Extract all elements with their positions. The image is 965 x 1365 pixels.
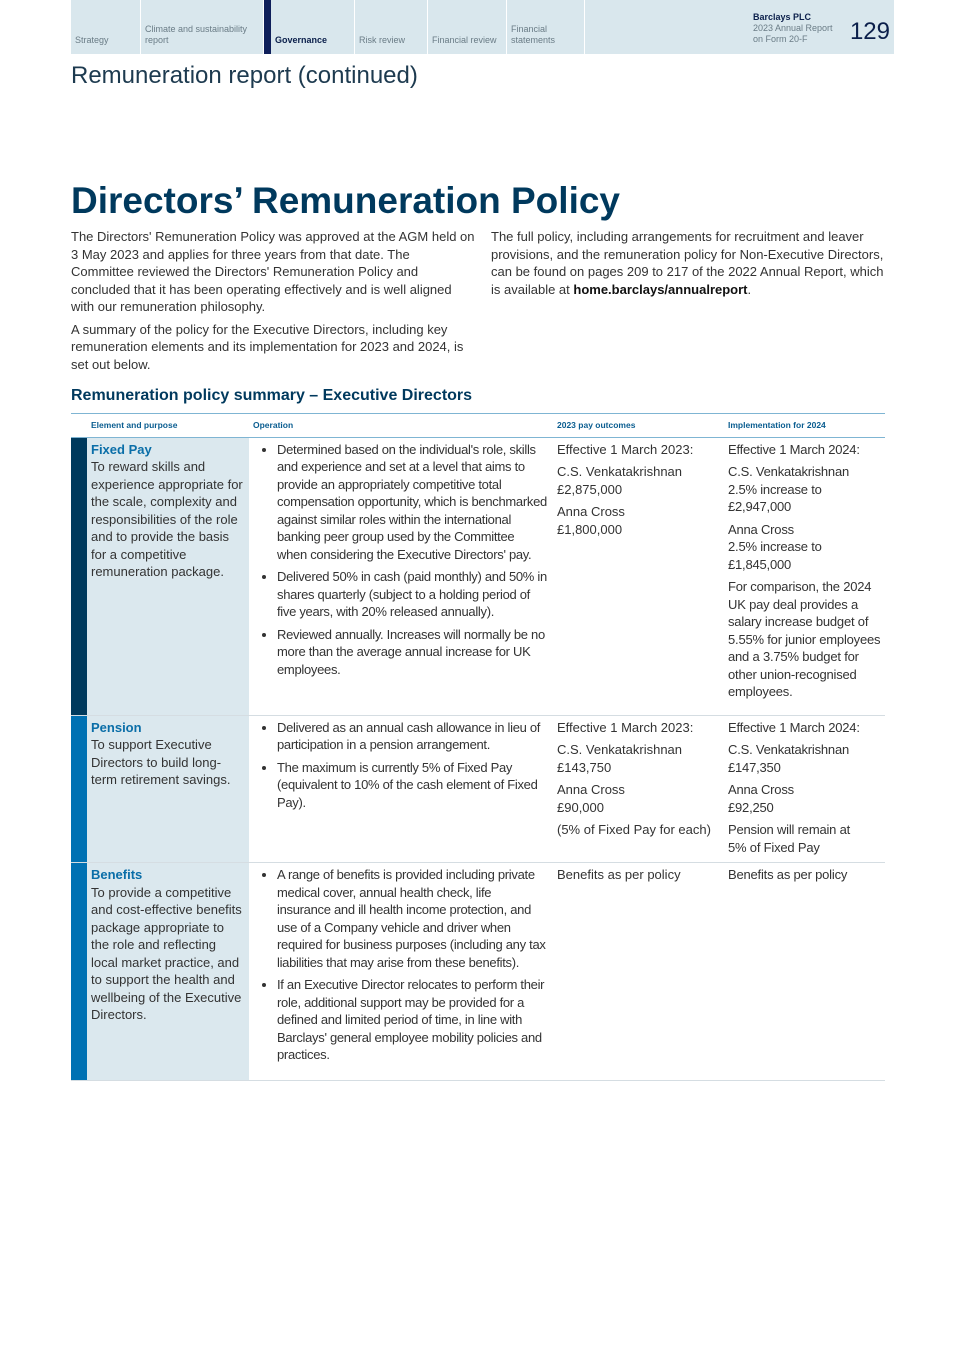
row-color-bar [71,438,87,715]
nav-tab-financial-review[interactable]: Financial review [428,0,507,54]
operation-bullet: • The maximum is currently 5% of Fixed Pay (equivalent to 10% of the cash element of Fixed Pay). [277,759,547,812]
page-number: 129 [849,18,890,45]
intro-text: The full policy, including arrangements for recruitment and leaver provisions, and the remuneration policy for Non-Executive Directors, can be found on pages 209 to 217 of the 2022 Annual Report, which is available at [491,229,884,297]
element-title: Benefits [91,867,143,882]
row-color-bar [71,716,87,863]
implementation-text: C.S. Venkatakrishnan £147,350 [728,742,850,775]
row-color-bar [71,863,87,1080]
element-cell [71,863,249,1081]
page-title: Directors’ Remuneration Policy [71,180,621,221]
implementation-cell [722,715,885,863]
element-title: Pension [91,719,142,735]
outcome-text: Effective 1 March 2023: [557,441,694,457]
outcome-text: C.S. Venkatakrishnan £2,875,000 [557,464,683,497]
nav-tab-governance[interactable]: Governance [264,0,355,54]
outcome-text: (5% of Fixed Pay for each) [557,822,711,837]
element-purpose: To provide a competitive and cost-effective benefits package appropriate to the role and reflecting local market practice, and to support the health and wellbeing of the Executive Directors. [91,884,242,1022]
implementation-cell [722,437,885,715]
company-name: Barclays PLC [752,12,811,22]
intro-paragraph: The Directors' Remuneration Policy was approved at the AGM held on 3 May 2023 and applies for three years from that date. The Committee reviewed the Directors' Remuneration Policy and concluded that it has been operating effectively and is well aligned with our remuneration philosophy. [71,229,475,314]
intro-left [71,228,476,378]
element-cell [71,715,249,863]
report-name: 2023 Annual Report on Form 20-F [752,23,833,44]
section-nav [71,0,894,54]
operation-cell [249,715,551,863]
table-row [71,715,885,863]
implementation-text: Effective 1 March 2024: [728,441,860,457]
column-header: Implementation for 2024 [722,414,885,438]
operation-bullet: • Delivered 50% in cash (paid monthly) and 50% in shares quarterly (subject to a holding period of five years, with 20% released annually). [277,568,547,621]
annual-report-link[interactable]: home.barclays/annualreport [573,281,748,297]
table-heading: Remuneration policy summary – Executive Directors [71,387,473,404]
outcome-text: Effective 1 March 2023: [557,719,694,735]
intro-text-end: . [747,281,752,297]
operation-bullet: • Determined based on the individual's role, skills and experience and set at a level that aims to provide an appropriately competitive total compensation opportunity, which is benchmarked against similar roles within the international banking peer group used by the Committee when considering the Executive Directors' pay. [277,441,547,564]
outcomes-cell [551,863,722,1081]
outcomes-cell [551,437,722,715]
nav-tab-financial-statements[interactable]: Financial statements [507,0,585,54]
intro-right [491,228,891,303]
element-title: Fixed Pay [91,441,152,457]
element-cell [71,437,249,715]
outcomes-cell [551,715,722,863]
outcome-text: Benefits as per policy [557,867,681,882]
outcome-text: C.S. Venkatakrishnan £143,750 [557,742,683,775]
implementation-text: Benefits as per policy [728,867,848,882]
element-purpose: To support Executive Directors to build long-term retirement savings. [91,737,231,787]
column-header: Element and purpose [71,414,249,438]
implementation-text: Effective 1 March 2024: [728,719,860,735]
operation-bullet: • If an Executive Director relocates to perform their role, additional support may be provided for a defined and limited period of time, in line with Barclays' general employee mobility policies and practices. [277,976,547,1064]
implementation-text: Anna Cross £92,250 [728,782,794,815]
table-row [71,863,885,1081]
operation-bullet: • Reviewed annually. Increases will normally be no more than the average annual increase for UK employees. [277,626,547,679]
element-purpose: To reward skills and experience appropriate for the scale, complexity and responsibilities of the role and to provide the basis for a competitive remuneration package. [91,459,243,579]
operation-cell [249,863,551,1081]
operation-bullet: • A range of benefits is provided including private medical cover, annual health check, life insurance and ill health income protection, and use of a Company vehicle and driver when required for business purposes (including any tax liabilities that may arise from these benefits). [277,866,547,971]
policy-table [71,413,885,1081]
implementation-cell [722,863,885,1081]
operation-bullet: • Delivered as an annual cash allowance in lieu of participation in a pension arrangement. [277,719,547,754]
outcome-text: Anna Cross £1,800,000 [557,504,625,537]
table-row [71,437,885,715]
section-subtitle: Remuneration report (continued) [71,62,418,89]
nav-tab-strategy[interactable]: Strategy [71,0,141,54]
column-header: Operation [249,414,551,438]
implementation-text: For comparison, the 2024 UK pay deal provides a salary increase budget of 5.55% for junior employees and a 3.75% budget for other union-recognised employees. [728,579,881,699]
outcome-text: Anna Cross £90,000 [557,782,625,815]
implementation-text: C.S. Venkatakrishnan 2.5% increase to £2,947,000 [728,464,850,514]
operation-cell [249,437,551,715]
implementation-text: Pension will remain at 5% of Fixed Pay [728,822,851,855]
column-header: 2023 pay outcomes [551,414,722,438]
nav-tab-climate[interactable]: Climate and sustainability report [141,0,264,54]
nav-tab-risk-review[interactable]: Risk review [355,0,428,54]
intro-paragraph [491,228,891,298]
intro-paragraph: A summary of the policy for the Executive Directors, including key remuneration elements and its implementation for 2023 and 2024, is set out below. [71,321,464,372]
implementation-text: Anna Cross 2.5% increase to £1,845,000 [728,521,822,572]
report-brand [753,12,890,46]
